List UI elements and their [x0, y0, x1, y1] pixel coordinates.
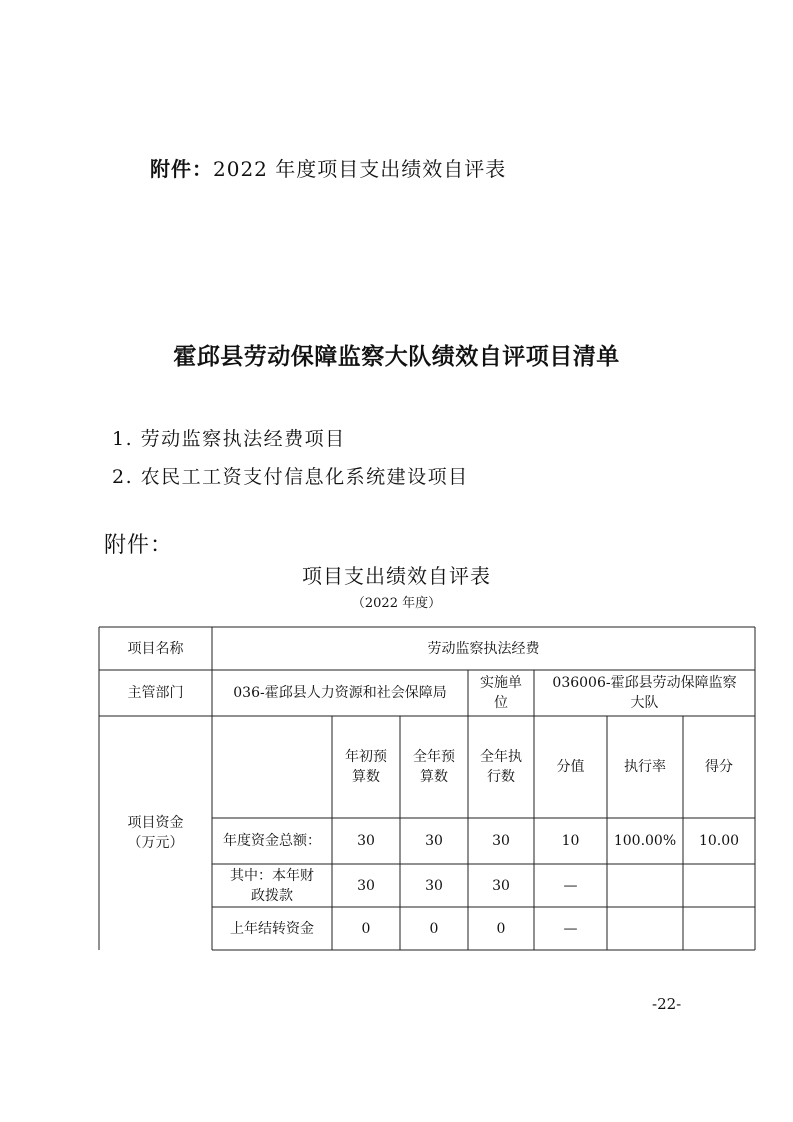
table-cell: 0 [496, 920, 506, 937]
table-subtitle: （2022 年度） [351, 596, 442, 611]
project-list-item-1: 1. 劳动监察执法经费项目 [112, 428, 346, 450]
page-number: -22- [652, 995, 682, 1013]
table-cell [683, 907, 755, 950]
page-title: 霍邱县劳动保障监察大队绩效自评项目清单 [173, 343, 620, 370]
table-cell [607, 907, 683, 950]
row-carryover-label: 上年结转资金 [230, 920, 314, 937]
table-cell: 30 [425, 833, 443, 849]
table-cell: 30 [492, 877, 510, 894]
table-cell: 100.00% [613, 833, 677, 849]
table-cell: 30 [357, 833, 375, 849]
table-cell: 30 [425, 877, 443, 894]
header-execution-rate: 执行率 [624, 759, 666, 775]
table-cell: 0 [429, 920, 439, 937]
table-cell: — [563, 877, 578, 894]
header-annual-budget: 全年预算数 [413, 749, 455, 785]
table-cell: 10 [561, 833, 580, 849]
dept-value: 036-霍邱县人力资源和社会保障局 [233, 685, 447, 701]
table-title: 项目支出绩效自评表 [302, 564, 491, 588]
attachment-label: 附件： [104, 533, 174, 558]
header-score: 得分 [705, 759, 733, 775]
impl-value: 036006-霍邱县劳动保障监察大队 [552, 675, 737, 711]
row-total-label: 年度资金总额： [223, 833, 321, 849]
dept-label: 主管部门 [127, 685, 184, 701]
project-name-value: 劳动监察执法经费 [427, 640, 540, 657]
attachment-prefix: 附件： [150, 157, 213, 181]
table-cell [683, 864, 755, 907]
table-cell: — [563, 920, 578, 937]
table-cell: 30 [492, 833, 510, 849]
row-fiscal-label: 其中：本年财政拨款 [230, 867, 314, 904]
table-cell: 10.00 [698, 833, 740, 849]
table-cell: 0 [361, 920, 371, 937]
table-cell [607, 864, 683, 907]
funds-label: 项目资金（万元） [127, 815, 184, 851]
header-score-value: 分值 [556, 759, 585, 775]
impl-label: 实施单位 [480, 675, 522, 711]
header-annual-execution: 全年执行数 [480, 749, 522, 785]
project-name-label: 项目名称 [127, 640, 184, 657]
table-cell: 30 [357, 877, 375, 894]
project-list-item-2: 2. 农民工工资支付信息化系统建设项目 [112, 466, 469, 488]
attachment-heading [150, 153, 506, 182]
attachment-title: 2022 年度项目支出绩效自评表 [213, 157, 507, 181]
header-initial-budget: 年初预算数 [345, 749, 387, 785]
